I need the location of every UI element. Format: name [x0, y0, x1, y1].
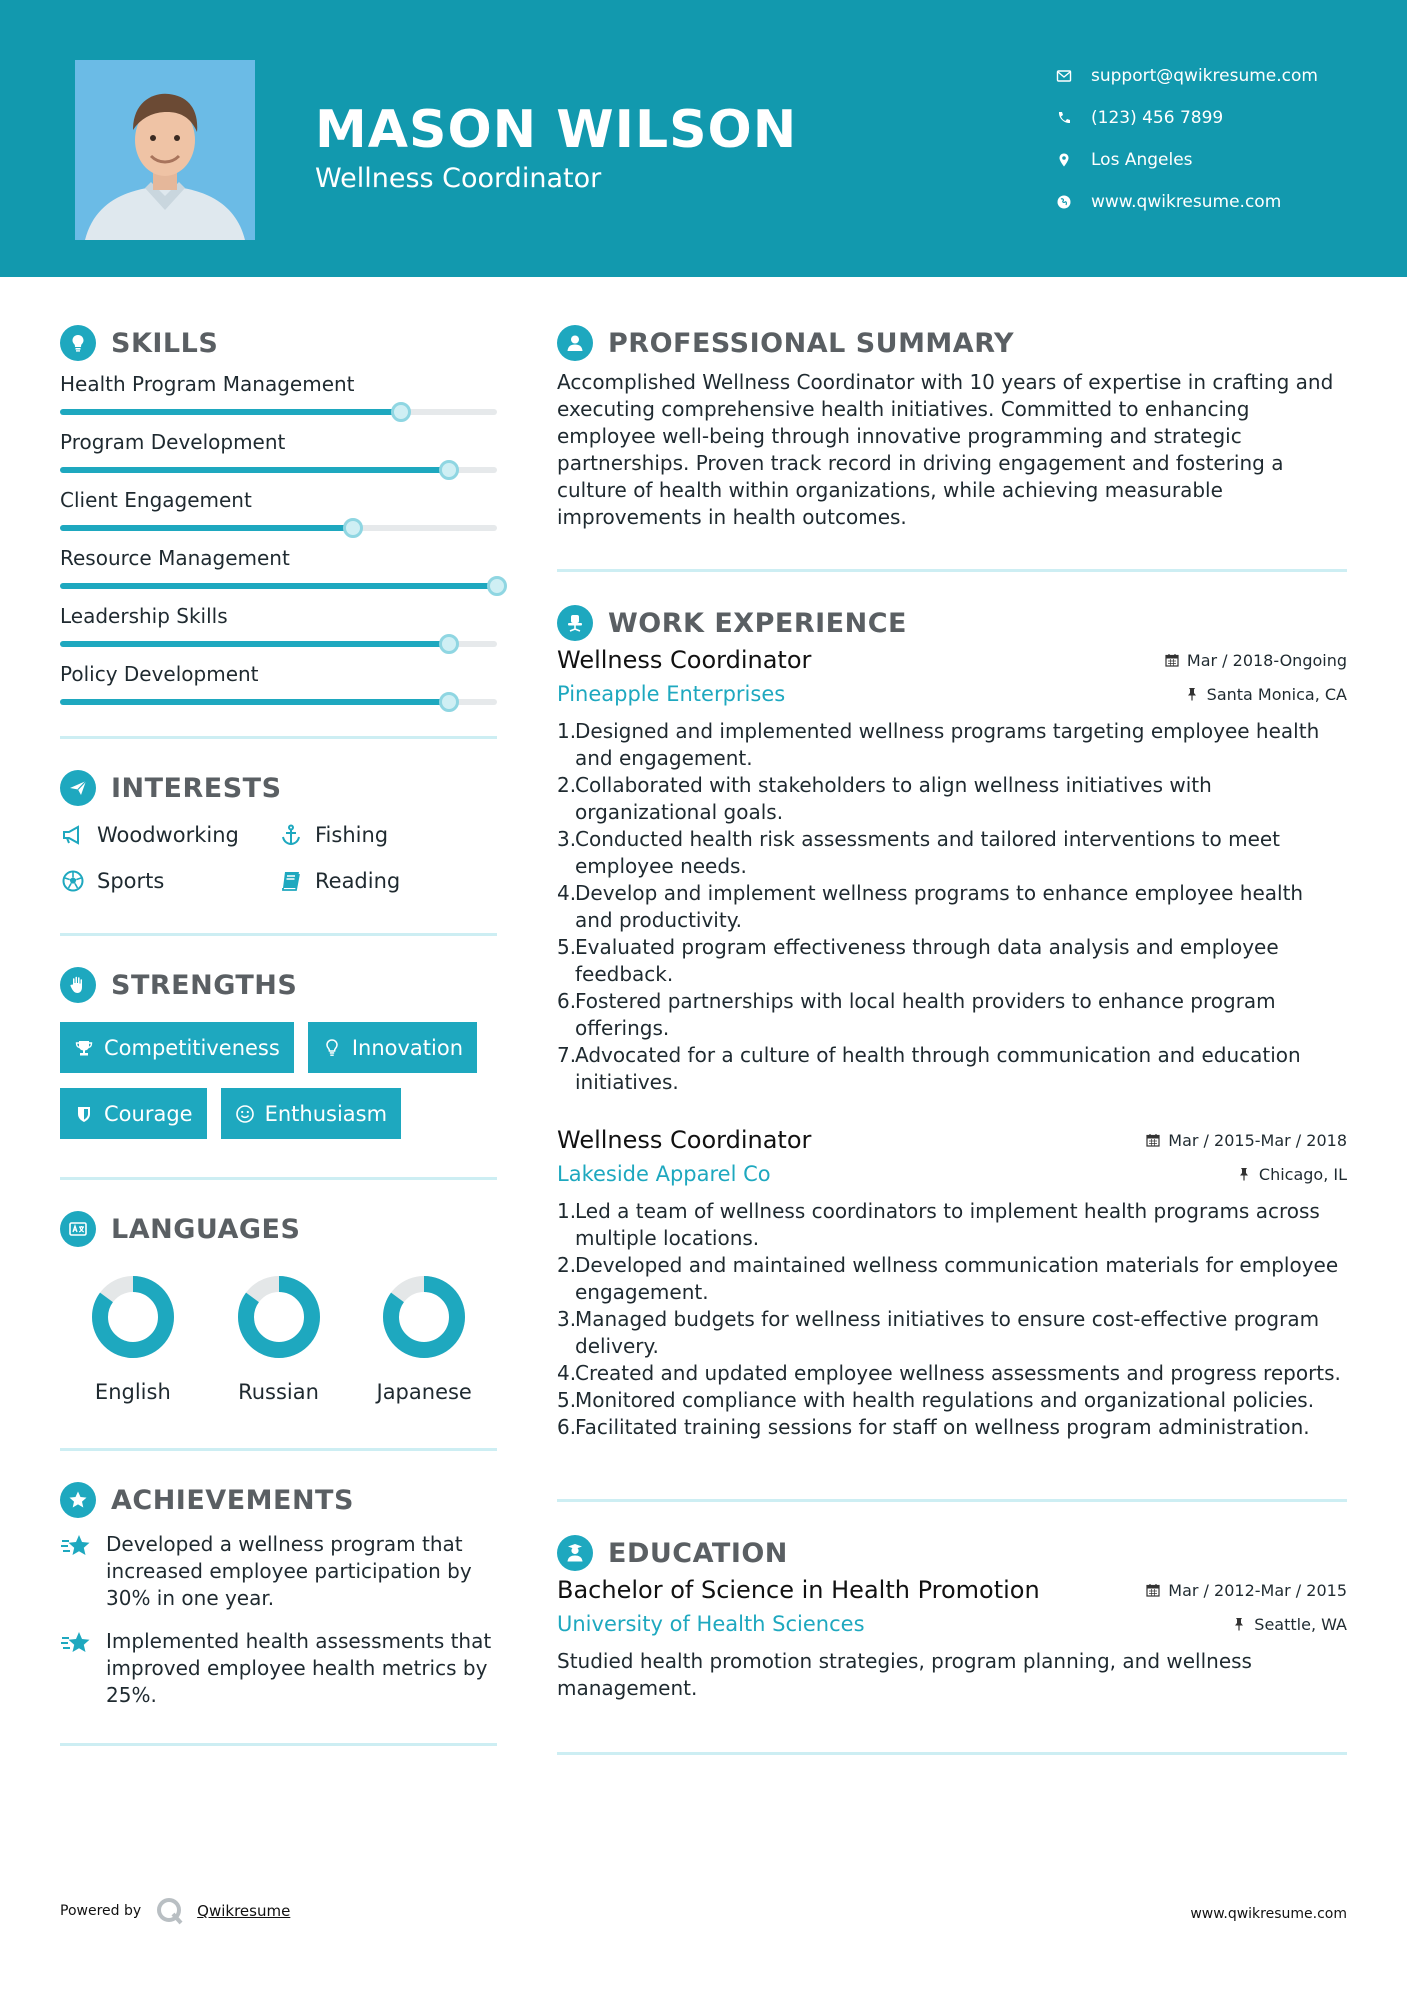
section-divider [60, 1743, 497, 1746]
skill-item [60, 544, 497, 598]
user-icon [557, 325, 593, 361]
languages-title: LANGUAGES [111, 1213, 301, 1245]
language-ring [379, 1272, 469, 1362]
job-bullet: 2. Developed and maintained wellness communication materials for employee engagement. [557, 1253, 1339, 1304]
interest-item [278, 863, 496, 899]
language-ring [234, 1272, 324, 1362]
hand-icon [60, 967, 96, 1003]
job-bullet: 5. Monitored compliance with health regulations and organizational policies. [557, 1388, 1315, 1412]
job-bullet: 3. Managed budgets for wellness initiatives to ensure cost-effective program delivery. [557, 1307, 1320, 1358]
job-title: Wellness Coordinator [557, 1126, 812, 1154]
education-title: EDUCATION [608, 1537, 788, 1569]
job-bullet: 1. Designed and implemented wellness programs targeting employee health and engagement. [557, 719, 1320, 770]
shooting-star-icon [60, 1630, 92, 1658]
job-bullet: 7. Advocated for a culture of health through communication and education initiatives. [557, 1043, 1301, 1094]
company-name: Pineapple Enterprises [557, 682, 786, 706]
strength-label: Courage [104, 1101, 193, 1126]
calendar-icon [1146, 1133, 1160, 1147]
job-bullet: 3. Conducted health risk assessments and tailored interventions to meet employee needs. [557, 827, 1281, 878]
skill-knob [439, 634, 459, 654]
summary-text: Accomplished Wellness Coordinator with 10 years of expertise in crafting and executing comprehensive health initiatives. Committed to enhancing employee well-being through innovative programming and strategic partnerships. Proven track record in driving engagement and fostering a culture of health within organizations, while achieving measurable improvements in health outcomes. [557, 370, 1334, 529]
school-name: University of Health Sciences [557, 1612, 865, 1636]
pushpin-icon [1232, 1617, 1246, 1631]
section-divider [557, 1752, 1347, 1755]
strengths-heading [60, 962, 497, 1008]
skills-title: SKILLS [111, 327, 219, 359]
job-bullet: 1. Led a team of wellness coordinators to implement health programs across multiple locations. [557, 1199, 1320, 1250]
skill-fill [60, 583, 497, 589]
job-entry [557, 646, 1347, 1096]
skill-fill [60, 409, 401, 415]
skill-fill [60, 467, 449, 473]
job-bullet: 4. Develop and implement wellness programs to enhance employee health and productivity. [557, 881, 1304, 932]
section-divider [60, 736, 497, 739]
interest-label: Woodworking [97, 823, 239, 847]
skill-knob [391, 402, 411, 422]
candidate-title: Wellness Coordinator [315, 163, 602, 194]
powered-by-text: Powered by [60, 1903, 142, 1919]
job-location-text: Chicago, IL [1258, 1164, 1347, 1184]
achievement-text: Implemented health assessments that improved employee health metrics by 25%. [106, 1629, 492, 1707]
skill-knob [439, 692, 459, 712]
footer-powered-by [60, 1896, 290, 1926]
strength-badge [60, 1088, 207, 1139]
strength-label: Innovation [351, 1035, 464, 1060]
contact-list [1055, 55, 1385, 223]
education-location [1232, 1615, 1347, 1634]
skill-bar [60, 688, 497, 714]
graduate-icon [557, 1535, 593, 1571]
contact-location-text: Los Angeles [1091, 150, 1193, 170]
job-header [557, 1126, 1347, 1154]
education-location-text: Seattle, WA [1254, 1614, 1347, 1634]
achievements-title: ACHIEVEMENTS [111, 1484, 354, 1516]
company-name: Lakeside Apparel Co [557, 1162, 771, 1186]
brand-link[interactable]: Qwikresume [197, 1902, 291, 1920]
skill-label: Leadership Skills [60, 604, 228, 628]
qwikresume-logo-icon [155, 1896, 185, 1926]
left-column [60, 320, 497, 1746]
skill-bar [60, 398, 497, 424]
achievements-heading [60, 1477, 497, 1523]
education-header [557, 1576, 1347, 1604]
skill-item [60, 486, 497, 540]
job-bullet: 6. Fostered partnerships with local health providers to enhance program offerings. [557, 989, 1276, 1040]
skill-label: Client Engagement [60, 488, 252, 512]
lightbulb-icon [60, 325, 96, 361]
job-bullet: 6. Facilitated training sessions for staff on wellness program administration. [557, 1415, 1310, 1439]
languages-list [60, 1272, 497, 1404]
interests-heading [60, 765, 497, 811]
skill-fill [60, 699, 449, 705]
job-dates-text: Mar / 2015-Mar / 2018 [1168, 1130, 1347, 1150]
job-subheader [557, 682, 1347, 706]
strength-badge [60, 1022, 294, 1073]
skill-knob [343, 518, 363, 538]
footer-url[interactable]: www.qwikresume.com [1190, 1906, 1347, 1922]
skills-list [60, 370, 497, 714]
language-icon [60, 1211, 96, 1247]
job-bullet: 2. Collaborated with stakeholders to align wellness initiatives with organizational goals. [557, 773, 1212, 824]
contact-phone-text: (123) 456 7899 [1091, 108, 1224, 128]
achievement-text: Developed a wellness program that increased employee participation by 30% in one year. [106, 1532, 472, 1610]
language-item [60, 1272, 206, 1404]
envelope-icon [1055, 67, 1073, 85]
strength-label: Competitiveness [104, 1035, 280, 1060]
languages-heading [60, 1206, 497, 1252]
skill-item [60, 370, 497, 424]
job-bullet: 5. Evaluated program effectiveness through data analysis and employee feedback. [557, 935, 1279, 986]
contact-email[interactable] [1055, 55, 1385, 97]
skill-bar [60, 572, 497, 598]
shooting-star-icon [60, 1533, 92, 1561]
contact-website-text: www.qwikresume.com [1091, 192, 1282, 212]
job-bullets [557, 718, 1347, 1096]
skills-heading [60, 320, 497, 366]
language-ring [88, 1272, 178, 1362]
skill-item [60, 428, 497, 482]
interest-label: Fishing [315, 823, 389, 847]
skill-knob [487, 576, 507, 596]
interest-label: Sports [97, 869, 165, 893]
skill-label: Policy Development [60, 662, 259, 686]
section-divider [60, 933, 497, 936]
paper-plane-icon [60, 770, 96, 806]
book-icon [278, 868, 304, 894]
job-location [1185, 685, 1347, 704]
education-dates [1146, 1581, 1347, 1600]
calendar-icon [1165, 653, 1179, 667]
skill-fill [60, 525, 353, 531]
job-header [557, 646, 1347, 674]
megaphone-icon [60, 822, 86, 848]
degree-title: Bachelor of Science in Health Promotion [557, 1576, 1040, 1604]
job-entry [557, 1126, 1347, 1441]
education-entry [557, 1576, 1347, 1702]
job-bullet: 4. Created and updated employee wellness assessments and progress reports. [557, 1361, 1341, 1385]
strength-badge [221, 1088, 401, 1139]
skill-label: Health Program Management [60, 372, 355, 396]
education-description: Studied health promotion strategies, program planning, and wellness management. [557, 1649, 1252, 1700]
skill-label: Program Development [60, 430, 286, 454]
contact-location [1055, 139, 1385, 181]
job-location [1237, 1165, 1347, 1184]
education-subheader [557, 1612, 1347, 1636]
contact-phone[interactable] [1055, 97, 1385, 139]
summary-heading [557, 320, 1347, 366]
phone-icon [1055, 109, 1073, 127]
job-subheader [557, 1162, 1347, 1186]
interest-item [60, 863, 278, 899]
job-dates-text: Mar / 2018-Ongoing [1186, 650, 1347, 670]
trophy-icon [74, 1038, 94, 1058]
section-divider [60, 1177, 497, 1180]
interests-title: INTERESTS [111, 772, 282, 804]
shield-icon [74, 1104, 94, 1124]
interest-label: Reading [315, 869, 401, 893]
language-label: Russian [238, 1380, 319, 1404]
candidate-name: MASON WILSON [315, 100, 798, 160]
pushpin-icon [1237, 1167, 1251, 1181]
job-dates [1165, 651, 1347, 670]
achievement-item [60, 1531, 497, 1612]
job-bullets [557, 1198, 1347, 1441]
summary-title: PROFESSIONAL SUMMARY [608, 327, 1015, 359]
achievements-list [60, 1531, 497, 1709]
language-label: Japanese [376, 1380, 472, 1404]
job-title: Wellness Coordinator [557, 646, 812, 674]
section-divider [557, 569, 1347, 572]
job-location-text: Santa Monica, CA [1206, 684, 1347, 704]
strengths-title: STRENGTHS [111, 969, 298, 1001]
language-item [206, 1272, 352, 1404]
interests-list [60, 817, 497, 899]
section-divider [60, 1448, 497, 1451]
contact-website[interactable] [1055, 181, 1385, 223]
experience-title: WORK EXPERIENCE [608, 607, 907, 639]
soccer-ball-icon [60, 868, 86, 894]
education-dates-text: Mar / 2012-Mar / 2015 [1168, 1580, 1347, 1600]
skill-bar [60, 456, 497, 482]
language-label: English [94, 1380, 171, 1404]
strength-badge [308, 1022, 477, 1073]
lightbulb-icon [322, 1038, 342, 1058]
section-divider [557, 1499, 1347, 1502]
interest-item [278, 817, 496, 853]
job-dates [1146, 1131, 1347, 1150]
calendar-icon [1146, 1583, 1160, 1597]
experience-heading [557, 600, 1347, 646]
globe-icon [1055, 193, 1073, 211]
language-item [351, 1272, 497, 1404]
location-pin-icon [1055, 151, 1073, 169]
strength-label: Enthusiasm [264, 1101, 388, 1126]
resume-header [0, 0, 1407, 277]
interest-item [60, 817, 278, 853]
strengths-list [60, 1022, 497, 1139]
smiley-icon [235, 1104, 255, 1124]
contact-email-text: support@qwikresume.com [1091, 66, 1318, 86]
pushpin-icon [1185, 687, 1199, 701]
right-column [557, 320, 1347, 1755]
skill-label: Resource Management [60, 546, 290, 570]
skill-knob [439, 460, 459, 480]
skill-item [60, 660, 497, 714]
anchor-icon [278, 822, 304, 848]
education-heading [557, 1530, 1347, 1576]
achievement-item [60, 1628, 497, 1709]
profile-photo-illustration [75, 60, 255, 240]
office-chair-icon [557, 605, 593, 641]
skill-item [60, 602, 497, 656]
star-icon [60, 1482, 96, 1518]
profile-photo [75, 60, 255, 240]
skill-fill [60, 641, 449, 647]
skill-bar [60, 630, 497, 656]
skill-bar [60, 514, 497, 540]
